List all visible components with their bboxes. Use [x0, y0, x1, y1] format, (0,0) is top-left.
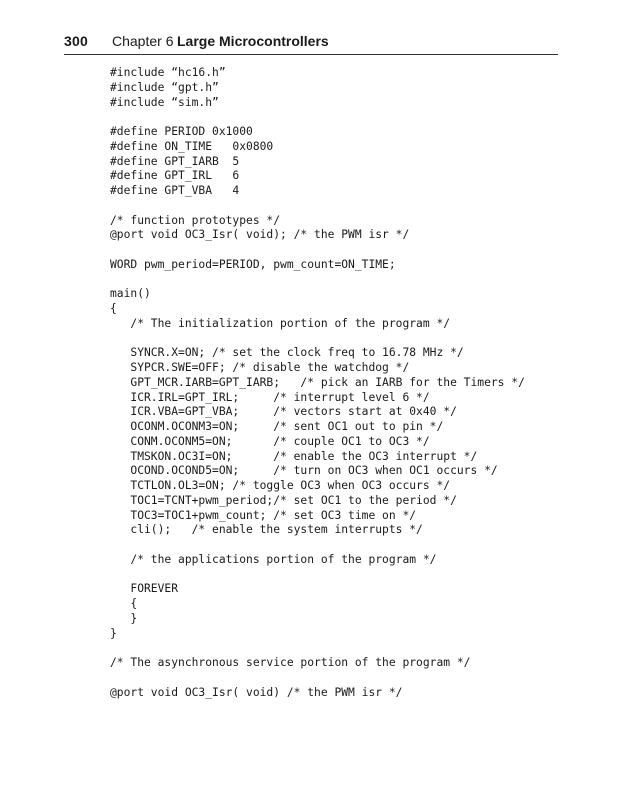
code-line	[110, 568, 525, 583]
code-line: FOREVER	[110, 582, 179, 596]
code-line: ICR.VBA=GPT_VBA; /* vectors start at 0x40 */	[110, 405, 457, 419]
code-line: /* The initialization portion of the program */	[110, 316, 451, 330]
code-listing	[110, 66, 525, 700]
code-line	[110, 332, 525, 347]
page-header	[64, 33, 558, 53]
code-line: SYPCR.SWE=OFF; /* disable the watchdog */	[110, 361, 410, 374]
code-line: #define ON_TIME 0x0800	[110, 139, 274, 153]
code-line	[110, 243, 525, 258]
code-line: @port void OC3_Isr( void) /* the PWM isr */	[110, 685, 403, 699]
code-line: TMSKON.OC3I=ON; /* enable the OC3 interrupt */	[110, 449, 478, 463]
code-line: @port void OC3_Isr( void); /* the PWM isr */	[110, 228, 410, 242]
code-line: /* The asynchronous service portion of the program */	[110, 656, 471, 669]
page-number: 300	[64, 33, 88, 49]
code-line	[110, 641, 525, 656]
code-line	[110, 273, 525, 288]
header-divider	[64, 54, 558, 55]
code-line	[110, 199, 525, 214]
code-line: #include “hc16.h”	[110, 66, 226, 79]
code-line: #include “gpt.h”	[110, 80, 219, 94]
code-line: ICR.IRL=GPT_IRL; /* interrupt level 6 */	[110, 390, 430, 404]
code-line: #include “sim.h”	[110, 95, 219, 109]
code-line: #define GPT_IRL 6	[110, 169, 240, 183]
code-line: {	[110, 597, 138, 610]
code-line	[110, 110, 525, 125]
code-line: #define GPT_IARB 5	[110, 154, 240, 168]
code-line: TOC3=TOC1+pwm_count; /* set OC3 time on */	[110, 508, 417, 522]
code-line: cli(); /* enable the system interrupts */	[110, 523, 423, 537]
chapter-label: Chapter 6	[112, 33, 174, 49]
code-line: GPT_MCR.IARB=GPT_IARB; /* pick an IARB for the Timers */	[110, 375, 525, 389]
code-line: }	[110, 626, 117, 640]
code-line: CONM.OCONM5=ON; /* couple OC1 to OC3 */	[110, 434, 430, 448]
code-line: #define GPT_VBA 4	[110, 184, 240, 197]
code-line	[110, 538, 525, 553]
code-line: OCOND.OCOND5=ON; /* turn on OC3 when OC1 occurs */	[110, 464, 498, 478]
code-line: {	[110, 302, 117, 315]
chapter-title: Large Microcontrollers	[177, 33, 329, 49]
code-line: OCONM.OCONM3=ON; /* sent OC1 out to pin */	[110, 420, 444, 433]
code-line: TOC1=TCNT+pwm_period;/* set OC1 to the period */	[110, 493, 457, 507]
code-line: WORD pwm_period=PERIOD, pwm_count=ON_TIME;	[110, 257, 396, 271]
code-line	[110, 671, 525, 686]
code-line: /* the applications portion of the program */	[110, 552, 437, 566]
code-line: TCTLON.OL3=ON; /* toggle OC3 when OC3 occurs */	[110, 479, 451, 492]
code-line: /* function prototypes */	[110, 213, 281, 227]
code-line: #define PERIOD 0x1000	[110, 125, 253, 138]
code-line: main()	[110, 287, 151, 301]
code-line: }	[110, 611, 138, 625]
code-line: SYNCR.X=ON; /* set the clock freq to 16.78 MHz */	[110, 346, 464, 360]
